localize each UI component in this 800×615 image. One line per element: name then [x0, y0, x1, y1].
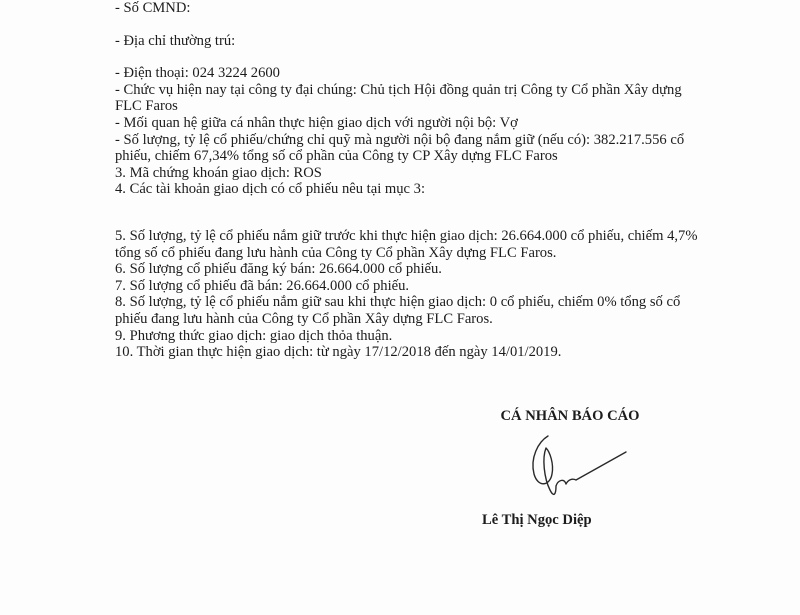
line-holdings-insider-cont: phiếu, chiếm 67,34% tổng số cổ phần của Công ty CP Xây dựng FLC Faros — [115, 148, 558, 165]
line-relationship: - Mối quan hệ giữa cá nhân thực hiện giao dịch với người nội bộ: Vợ — [115, 114, 518, 131]
signature-block — [470, 408, 670, 528]
line-holdings-insider: - Số lượng, tỷ lệ cổ phiếu/chứng chỉ quỹ mà người nội bộ đang nắm giữ (nếu có): 382.217.556 cổ — [115, 131, 685, 148]
line-registered-sell: 6. Số lượng cổ phiếu đăng ký bán: 26.664.000 cổ phiếu. — [115, 261, 442, 278]
signature-heading: CÁ NHÂN BÁO CÁO — [500, 408, 640, 424]
line-ticker: 3. Mã chứng khoán giao dịch: ROS — [115, 164, 322, 181]
line-id-number: - Số CMND: — [115, 0, 191, 16]
handwritten-signature — [520, 428, 630, 508]
line-sold: 7. Số lượng cổ phiếu đã bán: 26.664.000 cổ phiếu. — [115, 277, 410, 294]
line-phone: - Điện thoại: 024 3224 2600 — [115, 65, 280, 82]
document-body — [115, 0, 755, 361]
line-period: 10. Thời gian thực hiện giao dịch: từ ngày 17/12/2018 đến ngày 14/01/2019. — [115, 344, 562, 361]
line-accounts: 4. Các tài khoản giao dịch có cổ phiếu nêu tại mục 3: — [115, 181, 426, 198]
line-position-cont: FLC Faros — [115, 98, 178, 115]
line-holdings-after: 8. Số lượng, tỷ lệ cổ phiếu nắm giữ sau khi thực hiện giao dịch: 0 cổ phiếu, chiếm 0% tổng số cổ — [115, 294, 681, 311]
line-holdings-before-cont: tổng số cổ phiếu đang lưu hành của Công ty Cổ phần Xây dựng FLC Faros. — [115, 244, 557, 261]
line-permanent-address: - Địa chỉ thường trú: — [115, 32, 236, 49]
signer-name: Lê Thị Ngọc Diệp — [482, 512, 592, 528]
line-holdings-before: 5. Số lượng, tỷ lệ cổ phiếu nắm giữ trước khi thực hiện giao dịch: 26.664.000 cổ phiếu, chiếm 4,7% — [115, 227, 698, 244]
line-method: 9. Phương thức giao dịch: giao dịch thỏa thuận. — [115, 327, 393, 344]
line-holdings-after-cont: phiếu đang lưu hành của Công ty Cổ phần Xây dựng FLC Faros. — [115, 310, 493, 327]
line-position: - Chức vụ hiện nay tại công ty đại chúng: Chủ tịch Hội đồng quản trị Công ty Cổ phần Xây dựng — [115, 81, 682, 98]
